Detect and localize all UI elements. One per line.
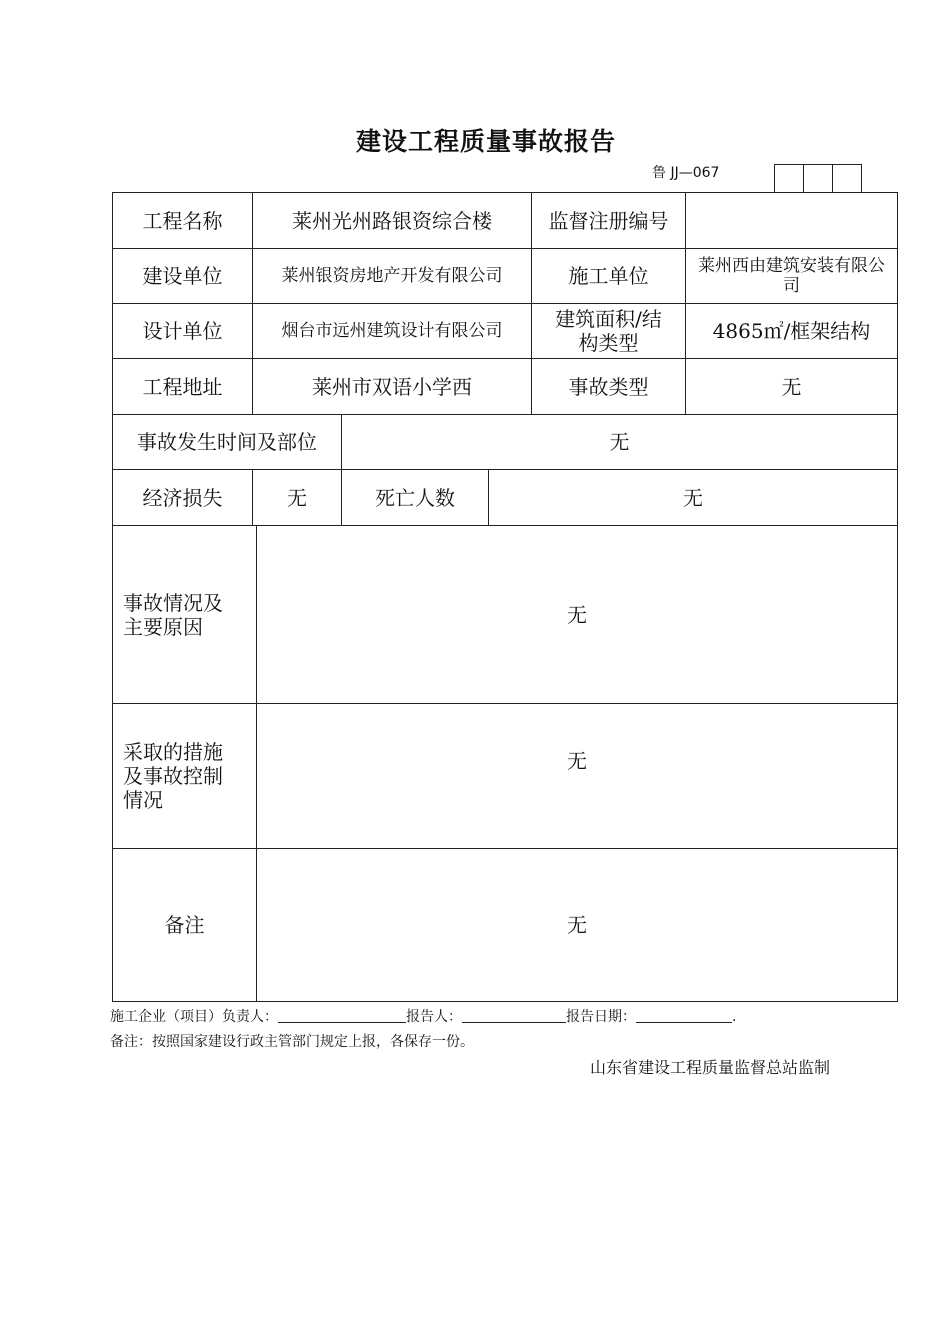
project-name-value: 莱州光州路银资综合楼 (252, 192, 532, 249)
situation-value: 无 (256, 525, 898, 704)
contractor-label: 施工单位 (531, 248, 686, 304)
responsible-blank[interactable] (278, 1008, 406, 1023)
remarks-label: 备注 (112, 848, 257, 1002)
owner-value: 莱州银资房地产开发有限公司 (252, 248, 532, 304)
accident-type-value: 无 (685, 358, 898, 415)
area-label: 建筑面积/结构类型 (531, 303, 686, 359)
owner-label: 建设单位 (112, 248, 253, 304)
date-blank[interactable] (636, 1008, 732, 1023)
date-label: 报告日期： (566, 1009, 636, 1025)
measures-label: 采取的措施及事故控制情况 (112, 703, 257, 849)
deaths-label: 死亡人数 (341, 469, 489, 526)
time-place-value: 无 (341, 414, 898, 470)
footer-note: 备注：按照国家建设行政主管部门规定上报，各保存一份。 (110, 1034, 474, 1050)
code-boxes (774, 164, 862, 192)
loss-label: 经济损失 (112, 469, 253, 526)
reg-no-label: 监督注册编号 (531, 192, 686, 249)
supervisor-org: 山东省建设工程质量监督总站监制 (590, 1058, 831, 1077)
accident-type-label: 事故类型 (531, 358, 686, 415)
address-value: 莱州市双语小学西 (252, 358, 532, 415)
deaths-value: 无 (488, 469, 898, 526)
loss-value: 无 (252, 469, 342, 526)
area-value: 4865㎡/框架结构 (685, 303, 898, 359)
reporter-label: 报告人： (406, 1009, 462, 1025)
situation-label: 事故情况及主要原因 (112, 525, 257, 704)
contractor-value: 莱州西由建筑安装有限公司 (685, 248, 898, 304)
address-label: 工程地址 (112, 358, 253, 415)
time-place-label: 事故发生时间及部位 (112, 414, 342, 470)
designer-label: 设计单位 (112, 303, 253, 359)
page-title: 建设工程质量事故报告 (355, 127, 616, 156)
designer-value: 烟台市远州建筑设计有限公司 (252, 303, 532, 359)
form-code: 鲁 JJ—067 (652, 165, 720, 181)
reg-no-value (685, 192, 898, 249)
date-end: . (732, 1009, 737, 1025)
project-name-label: 工程名称 (112, 192, 253, 249)
signature-line (110, 1006, 736, 1026)
remarks-value: 无 (256, 848, 898, 1002)
reporter-blank[interactable] (462, 1008, 566, 1023)
responsible-label: 施工企业（项目）负责人： (110, 1009, 278, 1025)
measures-value: 无 (256, 703, 898, 849)
report-table (112, 192, 898, 1002)
